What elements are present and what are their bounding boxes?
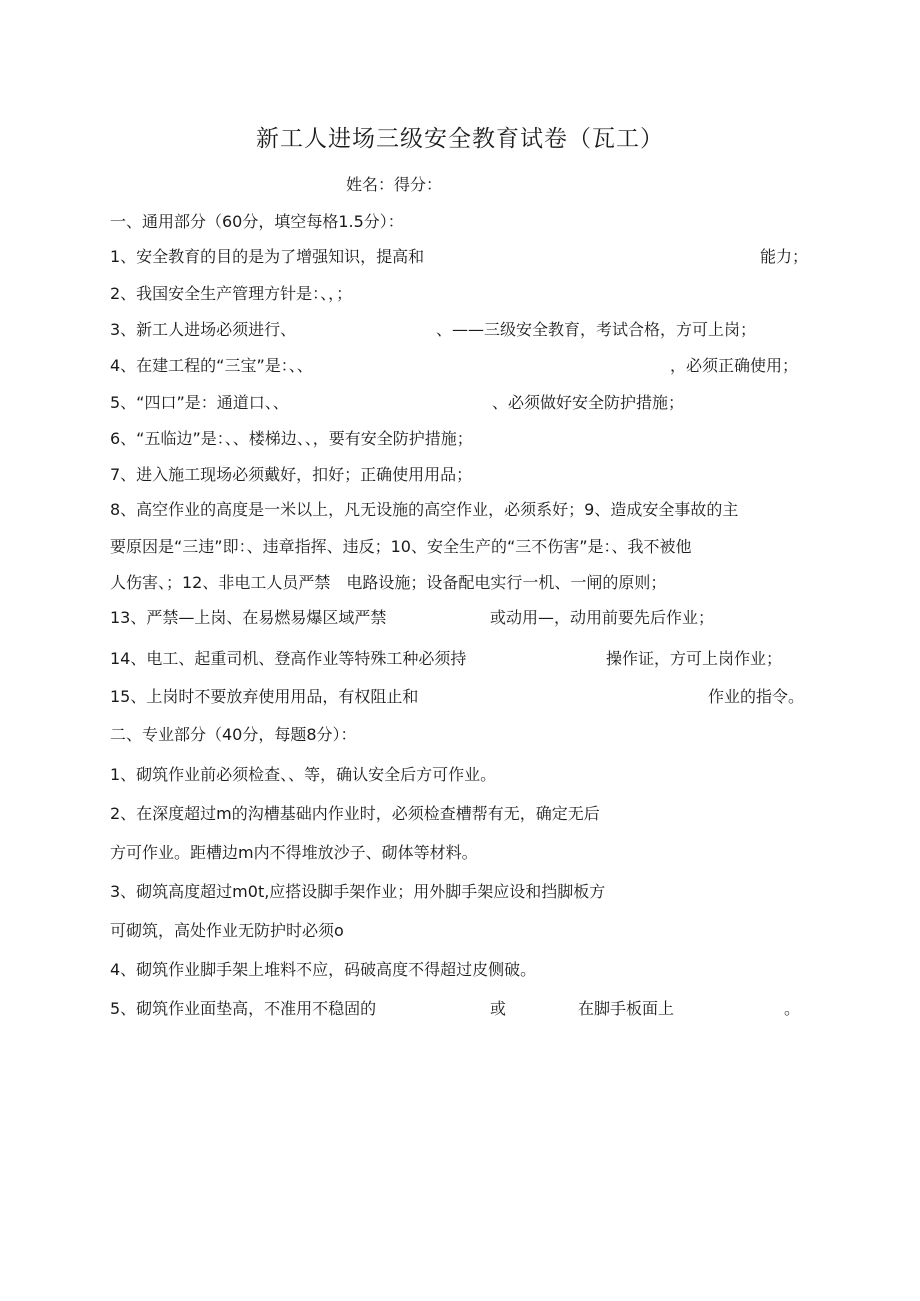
section2-question-5-or: 或 — [490, 999, 507, 1018]
question-5-tail: 、必须做好安全防护措施； — [492, 393, 685, 412]
question-3-text: 3、新工人进场必须进行、 — [110, 320, 297, 339]
question-14-tail: 操作证，方可上岗作业； — [606, 649, 783, 668]
question-2-text: 2、我国安全生产管理方针是：、，； — [110, 284, 353, 303]
question-4-tail: ，必须正确使用； — [670, 356, 799, 375]
question-13-text: 13、严禁—上岗、在易燃易爆区域严禁 — [110, 608, 387, 627]
name-score-line: 姓名：得分： — [346, 175, 443, 194]
section2-question-5-mid: 在脚手板面上 — [578, 999, 675, 1018]
section2-question-2-line-2: 方可作业。距槽边m内不得堆放沙子、砌体等材料。 — [110, 843, 478, 862]
section2-heading: 二、专业部分（40分，每题8分）： — [110, 725, 357, 744]
question-13-tail: 或动用—，动用前要先后作业； — [490, 608, 715, 627]
question-1-text: 1、安全教育的目的是为了增强知识，提高和 — [110, 247, 425, 266]
question-6-text: 6、“五临边”是：、、楼梯边、、，要有安全防护措施； — [110, 429, 473, 448]
question-15-tail: 作业的指令。 — [708, 687, 805, 706]
question-8-line-2: 要原因是“三违”即：、违章指挥、违反；10、安全生产的“三不伤害”是：、我不被他 — [110, 537, 692, 556]
page-title: 新工人进场三级安全教育试卷（瓦工） — [256, 126, 664, 152]
section2-question-3-line-1: 3、砌筑高度超过m0t,应搭设脚手架作业；用外脚手架应设和挡脚板方 — [110, 882, 606, 901]
question-5-text: 5、“四口”是：通道口、、 — [110, 393, 289, 412]
section2-question-2-line-1: 2、在深度超过m的沟槽基础内作业时，必须检查槽帮有无，确定无后 — [110, 804, 600, 823]
question-3-tail: 、——三级安全教育，考试合格，方可上岗； — [436, 320, 757, 339]
question-15-text: 15、上岗时不要放弃使用用品，有权阻止和 — [110, 687, 419, 706]
section2-question-4: 4、砌筑作业脚手架上堆料不应，码破高度不得超过皮侧破。 — [110, 960, 537, 979]
section1-heading: 一、通用部分（60分，填空每格1.5分）： — [110, 212, 404, 231]
question-14-text: 14、电工、起重司机、登高作业等特殊工种必须持 — [110, 649, 467, 668]
question-1-tail: 能力； — [760, 247, 809, 266]
section2-question-3-line-2: 可砌筑，高处作业无防护时必须o — [110, 921, 344, 940]
question-8-line-3: 人伤害、；12、非电工人员严禁 电路设施；设备配电实行一机、一闸的原则； — [110, 573, 667, 592]
question-4-text: 4、在建工程的“三宝”是：、、 — [110, 356, 313, 375]
section2-question-5-end: 。 — [784, 999, 801, 1018]
section2-question-5-text: 5、砌筑作业面垫高，不准用不稳固的 — [110, 999, 377, 1018]
section2-question-1: 1、砌筑作业前必须检查、、等，确认安全后方可作业。 — [110, 765, 497, 784]
question-7-text: 7、进入施工现场必须戴好，扣好；正确使用用品； — [110, 465, 473, 484]
question-8-line-1: 8、高空作业的高度是一米以上，凡无设施的高空作业，必须系好；9、造成安全事故的主 — [110, 500, 739, 519]
